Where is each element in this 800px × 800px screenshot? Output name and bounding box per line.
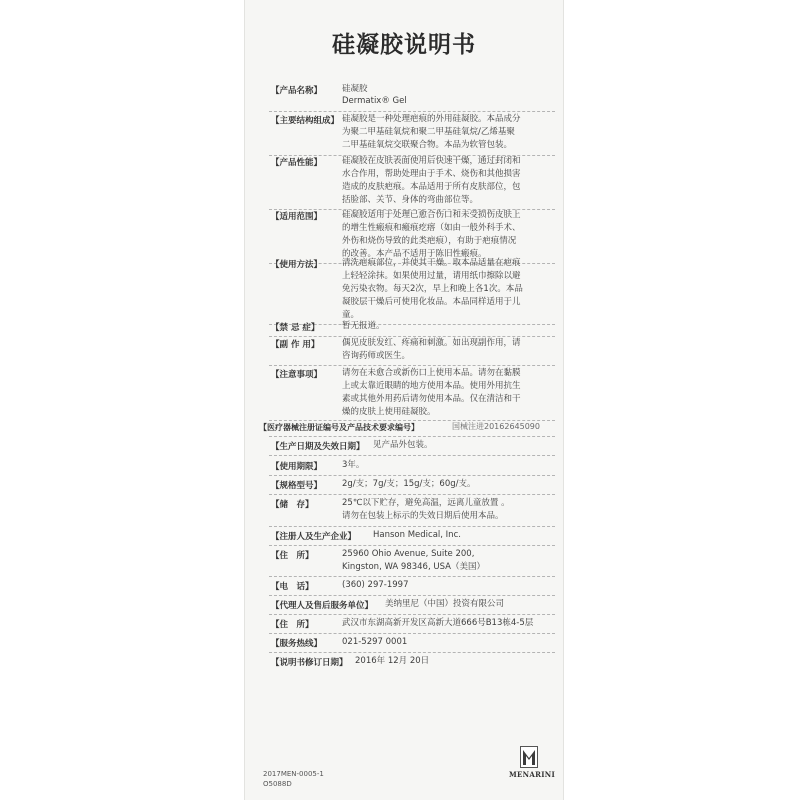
divider (269, 475, 555, 476)
value-performance-line: 水合作用，帮助处理由于手术、烧伤和其他损害 (342, 169, 521, 179)
instruction-leaflet (245, 0, 563, 800)
label-composition: 【主要结构组成】 (271, 116, 340, 126)
divider (269, 652, 555, 653)
document-code: O5088D (263, 780, 292, 788)
divider (269, 595, 555, 596)
value-usage-line: 免污染衣物。每天2次，早上和晚上各1次。本品 (342, 284, 523, 294)
value-precautions-line: 燥的皮肤上使用硅凝胶。 (342, 407, 436, 417)
value-usage-line: 上轻轻涂抹。如果使用过量，请用纸巾擦除以避 (342, 271, 521, 281)
value-address-line: 25960 Ohio Avenue, Suite 200, (342, 549, 475, 559)
value-product-name-en: Dermatix® Gel (342, 96, 407, 106)
value-storage-line: 25℃以下贮存，避免高温，远离儿童放置 。 (342, 498, 510, 508)
value-scope-line: 的改善。本产品不适用于陈旧性瘢痕。 (342, 249, 487, 259)
document-code: 2017MEN-0005-1 (263, 770, 324, 778)
value-composition-line: 二甲基硅氧烷交联聚合物。本品为软管包装。 (342, 140, 513, 150)
value-usage-line: 童。 (342, 310, 360, 320)
value-composition-line: 硅凝胶是一种处理疤痕的外用硅凝胶。本品成分 (342, 114, 521, 124)
label-phone: 【电 话】 (271, 582, 314, 592)
label-usage: 【使用方法】 (271, 260, 323, 270)
value-precautions-line: 上或太靠近眼睛的地方使用本品。使用外用抗生 (342, 381, 521, 391)
value-product-name-cn: 硅凝胶 (342, 84, 368, 94)
value-usage-line: 清洗疤痕部位，并使其干燥。取本品适量在疤痕 (342, 258, 521, 268)
value-agent: 美纳里尼（中国）投资有限公司 (385, 599, 505, 609)
label-specification: 【规格型号】 (271, 481, 323, 491)
value-performance-line: 硅凝胶在皮肤表面使用后快速干燥，通过封闭和 (342, 156, 521, 166)
value-scope-line: 的增生性瘢痕和瘢痕疙瘩（如由一般外科手术、 (342, 223, 521, 233)
label-shelf-life: 【使用期限】 (271, 462, 323, 472)
divider (269, 526, 555, 527)
value-hotline: 021-5297 0001 (342, 637, 408, 647)
value-dates: 见产品外包装。 (373, 440, 433, 450)
label-side-effects: 【副 作 用】 (271, 340, 320, 350)
value-composition-line: 为聚二甲基硅氧烷和聚二甲基硅氧烷/乙烯基聚 (342, 127, 515, 137)
value-precautions-line: 素或其他外用药后请勿使用本品。仅在清洁和干 (342, 394, 521, 404)
value-precautions-line: 请勿在未愈合或新伤口上使用本品。请勿在黏膜 (342, 368, 521, 378)
label-registrant: 【注册人及生产企业】 (271, 532, 357, 542)
value-registration: 国械注进20162645090 (452, 422, 540, 431)
label-registration: 【医疗器械注册证编号及产品技术要求编号】 (259, 423, 419, 432)
label-precautions: 【注意事项】 (271, 370, 323, 380)
value-performance-line: 造成的皮肤疤痕。本品适用于所有皮肤部位，包 (342, 182, 521, 192)
menarini-logo-icon (520, 746, 538, 768)
divider (269, 365, 555, 366)
label-contraindication: 【禁 忌 症】 (271, 323, 320, 333)
divider (269, 614, 555, 615)
label-storage: 【储 存】 (271, 500, 314, 510)
value-side-effects-line: 咨询药师或医生。 (342, 351, 411, 361)
divider (269, 436, 555, 437)
divider (269, 455, 555, 456)
value-revision-date: 2016年 12月 20日 (355, 656, 430, 666)
label-address: 【住 所】 (271, 551, 314, 561)
value-usage-line: 凝胶层干燥后可使用化妆品。本品同样适用于儿 (342, 297, 521, 307)
value-contraindication: 暂无报道。 (342, 321, 385, 331)
brand-name: MENARINI (509, 770, 556, 779)
label-product-name: 【产品名称】 (271, 86, 323, 96)
value-scope-line: 外伤和烧伤导致的此类疤痕），有助于疤痕情况 (342, 236, 517, 246)
divider (269, 633, 555, 634)
value-specification: 2g/支；7g/支；15g/支；60g/支。 (342, 479, 476, 489)
divider (269, 494, 555, 495)
label-dates: 【生产日期及失效日期】 (271, 442, 365, 452)
value-shelf-life: 3年。 (342, 460, 365, 470)
value-agent-address: 武汉市东湖高新开发区高新大道666号B13栋4-5层 (342, 618, 534, 628)
label-scope: 【适用范围】 (271, 212, 323, 222)
label-revision-date: 【说明书修订日期】 (271, 658, 348, 668)
value-address-line: Kingston, WA 98346, USA（美国） (342, 562, 485, 572)
divider (269, 111, 555, 112)
label-agent: 【代理人及售后服务单位】 (271, 601, 374, 611)
label-agent-address: 【住 所】 (271, 620, 314, 630)
divider (269, 576, 555, 577)
value-phone: (360) 297-1997 (342, 580, 409, 590)
brand-logo (509, 746, 556, 779)
leaflet-title: 硅凝胶说明书 (332, 32, 476, 58)
divider (269, 545, 555, 546)
label-hotline: 【服务热线】 (271, 639, 323, 649)
value-storage-line: 请勿在包装上标示的失效日期后使用本品。 (342, 511, 504, 521)
value-performance-line: 括脸部、关节、身体的弯曲部位等。 (342, 195, 479, 205)
value-scope-line: 硅凝胶适用于处理已愈合伤口和未受损伤皮肤上 (342, 210, 521, 220)
value-side-effects-line: 偶见皮肤发红、疼痛和刺激。如出现副作用，请 (342, 338, 521, 348)
label-performance: 【产品性能】 (271, 158, 323, 168)
value-registrant: Hanson Medical, Inc. (373, 530, 461, 540)
